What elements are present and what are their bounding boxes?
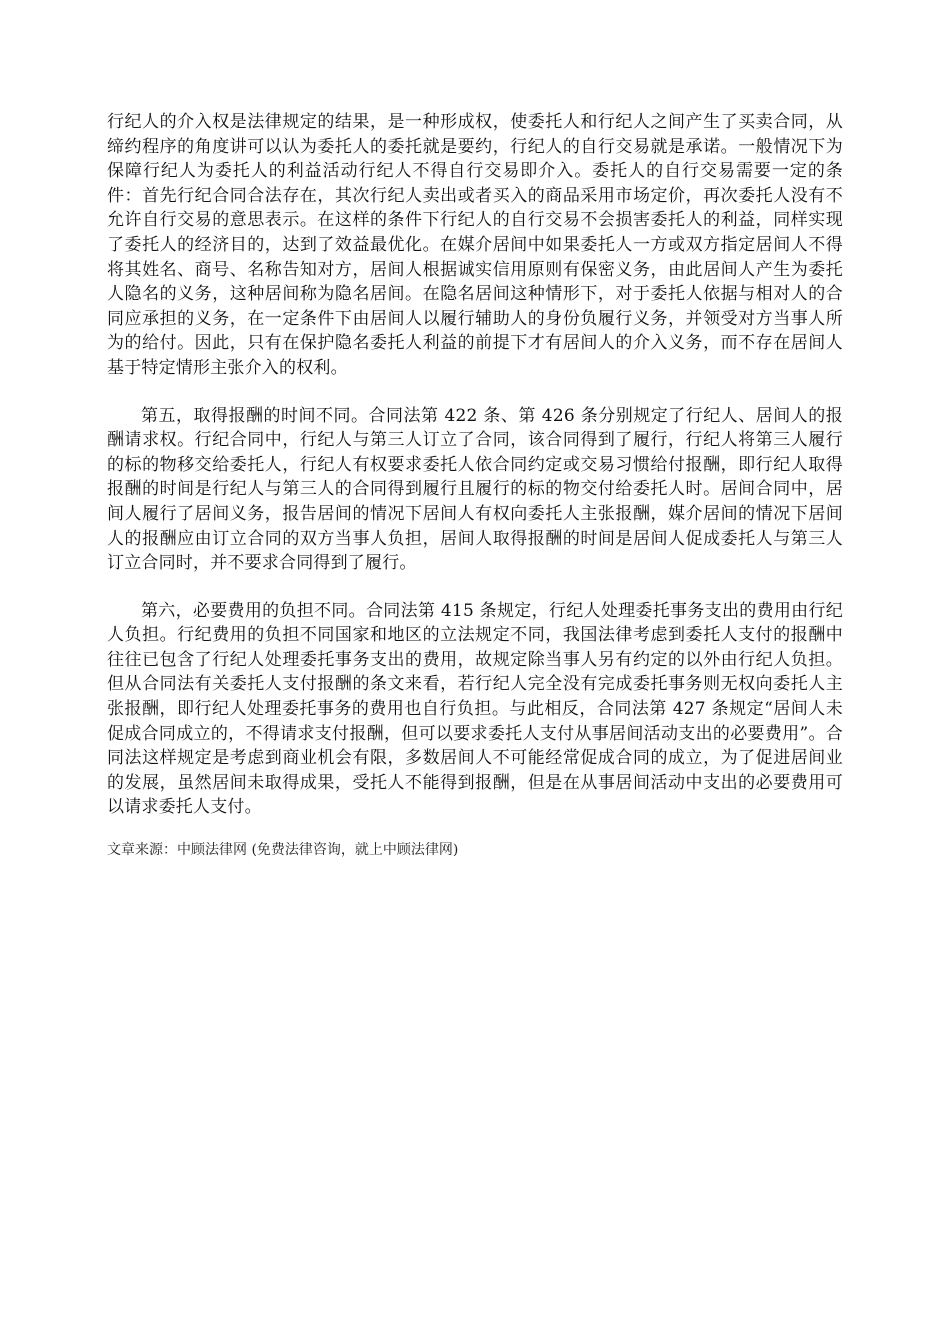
paragraph-intervention-right: 行纪人的介入权是法律规定的结果，是一种形成权，使委托人和行纪人之间产生了买卖合同，从缔约程序的角度讲可以认为委托人的委托就是要约，行纪人的自行交易就是承诺。一般情况下为保障行纪人为委托人的利益活动行纪人不得自行交易即介入。委托人的自行交易需要一定的条件：首先行纪合同合法存在，其次行纪人卖出或者买入的商品采用市场定价，再次委托人没有不允许自行交易的意思表示。在这样的条件下行纪人的自行交易不会损害委托人的利益，同样实现了委托人的经济目的，达到了效益最优化。在媒介居间中如果委托人一方或双方指定居间人不得将其姓名、商号、名称告知对方，居间人根据诚实信用原则有保密义务，由此居间人产生为委托人隐名的义务，这种居间称为隐名居间。在隐名居间这种情形下，对于委托人依据与相对人的合同应承担的义务，在一定条件下由居间人以履行辅助人的身份负履行义务，并领受对方当事人所为的给付。因此，只有在保护隐名委托人利益的前提下才有居间人的介入义务，而不存在居间人基于特定情形主张介入的权利。 — [107, 112, 843, 378]
source-attribution: 文章来源：中顾法律网 (免费法律咨询，就上中顾法律网) — [107, 842, 459, 859]
document-page — [107, 110, 843, 860]
paragraph-sixth-necessary-expenses: 第六，必要费用的负担不同。合同法第 415 条规定，行纪人处理委托事务支出的费用由行纪人负担。行纪费用的负担不同国家和地区的立法规定不同，我国法律考虑到委托人支付的报酬中往往已包含了行纪人处理委托事务支出的费用，故规定除当事人另有约定的以外由行纪人负担。但从合同法有关委托人支付报酬的条文来看，若行纪人完全没有完成委托事务则无权向委托人主张报酬，即行纪人处理委托事务的费用也自行负担。与此相反，合同法第 427 条规定“居间人未促成合同成立的，不得请求支付报酬，但可以要求委托人支付从事居间活动支出的必要费用”。合同法这样规定是考虑到商业机会有限，多数居间人不可能经常促成合同的成立，为了促进居间业的发展，虽然居间未取得成果，受托人不能得到报酬，但是在从事居间活动中支出的必要费用可以请求委托人支付。 — [107, 600, 843, 818]
paragraph-fifth-remuneration-timing: 第五，取得报酬的时间不同。合同法第 422 条、第 426 条分别规定了行纪人、居间人的报酬请求权。行纪合同中，行纪人与第三人订立了合同，该合同得到了履行，行纪人将第三人履行的标的物移交给委托人，行纪人有权要求委托人依合同约定或交易习惯给付报酬，即行纪人取得报酬的时间是行纪人与第三人的合同得到履行且履行的标的物交付给委托人时。居间合同中，居间人履行了居间义务，报告居间的情况下居间人有权向委托人主张报酬，媒介居间的情况下居间人的报酬应由订立合同的双方当事人负担，居间人取得报酬的时间是居间人促成委托人与第三人订立合同时，并不要求合同得到了履行。 — [107, 405, 843, 574]
